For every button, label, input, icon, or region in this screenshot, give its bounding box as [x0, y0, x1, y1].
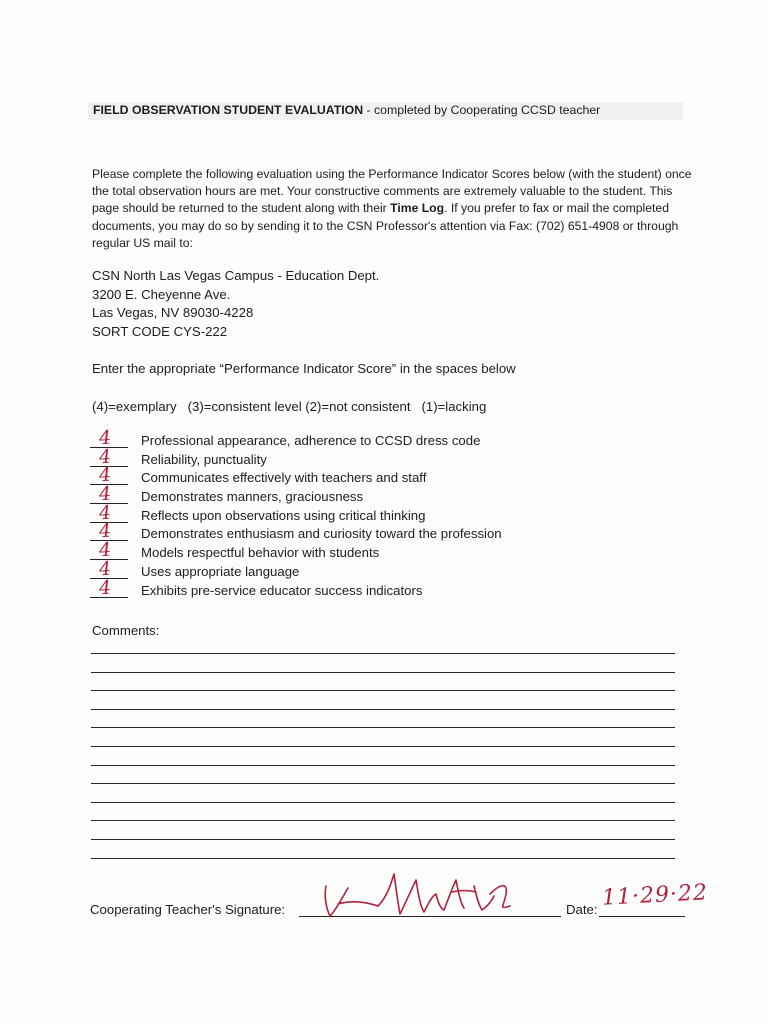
comment-line[interactable]: [91, 802, 675, 821]
criterion-row: [90, 426, 650, 450]
handwritten-score: 4: [98, 445, 112, 469]
date-label: Date:: [566, 902, 598, 917]
comments-area[interactable]: [91, 653, 675, 876]
criterion-label: Models respectful behavior with students: [141, 545, 380, 561]
form-title-rest: - completed by Cooperating CCSD teacher: [363, 103, 601, 117]
comment-line[interactable]: [91, 672, 675, 691]
criterion-label: Uses appropriate language: [141, 563, 300, 579]
form-title-bold: FIELD OBSERVATION STUDENT EVALUATION: [93, 103, 364, 117]
criterion-row: [90, 557, 650, 581]
handwritten-date: 11·29·22: [601, 880, 709, 911]
criterion-row: [90, 445, 650, 469]
criterion-row: [90, 520, 650, 543]
instructions-paragraph: [92, 166, 692, 252]
comment-line[interactable]: [91, 765, 675, 784]
intro-time-log: Time Log: [390, 201, 445, 216]
score-instruction: Enter the appropriate “Performance Indicator Score” in the spaces below: [92, 361, 516, 376]
handwritten-score: 4: [98, 576, 112, 599]
mailing-address: [92, 267, 379, 341]
signature-label: Cooperating Teacher's Signature:: [90, 902, 286, 917]
criterion-row: [90, 482, 650, 506]
comment-line[interactable]: [91, 709, 675, 728]
criterion-row: [90, 538, 650, 562]
comments-label: Comments:: [92, 623, 160, 638]
comment-line[interactable]: [91, 690, 675, 709]
intro-part-2: . If you prefer to fax or mail the completed documents, you may do so by sending it to the CSN Professor's attention via Fax: (702) 651-4908 or through regular US mail to:: [92, 201, 679, 250]
handwritten-score: 4: [98, 538, 112, 562]
criterion-row: [90, 501, 650, 525]
address-line-2: 3200 E. Cheyenne Ave.: [92, 286, 231, 302]
criterion-label: Reliability, punctuality: [141, 451, 267, 467]
handwritten-score: 4: [98, 426, 112, 450]
comment-line[interactable]: [91, 783, 675, 802]
address-line-3: Las Vegas, NV 89030-4228: [92, 305, 254, 321]
score-scale-legend: (4)=exemplary (3)=consistent level (2)=not consistent (1)=lacking: [92, 399, 487, 414]
handwritten-score: 4: [98, 520, 112, 543]
comment-line[interactable]: [91, 746, 675, 765]
comment-line[interactable]: [91, 839, 675, 858]
handwritten-score: 4: [98, 557, 112, 581]
criterion-row: [90, 576, 650, 600]
criterion-label: Professional appearance, adherence to CCSD dress code: [141, 433, 481, 448]
handwritten-score: 4: [98, 482, 112, 506]
criterion-label: Demonstrates manners, graciousness: [141, 489, 364, 505]
comment-line[interactable]: [91, 820, 675, 839]
handwritten-score: 4: [98, 463, 112, 487]
criterion-label: Reflects upon observations using critical thinking: [141, 507, 426, 523]
handwritten-score: 4: [98, 501, 112, 525]
criterion-label: Exhibits pre-service educator success indicators: [141, 582, 423, 598]
intro-part-1: Please complete the following evaluation using the Performance Indicator Scores below (with the student) once the total observation hours are met. Your constructive comments are extremely valuable to the student. This page should be returned to the student along with their: [92, 167, 692, 216]
address-line-1: CSN North Las Vegas Campus - Education Dept.: [92, 268, 380, 283]
form-title: [93, 103, 600, 117]
date-line[interactable]: [599, 916, 685, 917]
handwritten-signature: [318, 866, 528, 926]
criterion-row: [90, 463, 650, 487]
comment-line[interactable]: [91, 653, 675, 672]
criterion-label: Demonstrates enthusiasm and curiosity toward the profession: [141, 526, 502, 542]
criteria-list: [90, 426, 650, 599]
criterion-label: Communicates effectively with teachers and staff: [141, 470, 427, 486]
address-line-4: SORT CODE CYS-222: [92, 323, 228, 339]
comment-line[interactable]: [91, 727, 675, 746]
